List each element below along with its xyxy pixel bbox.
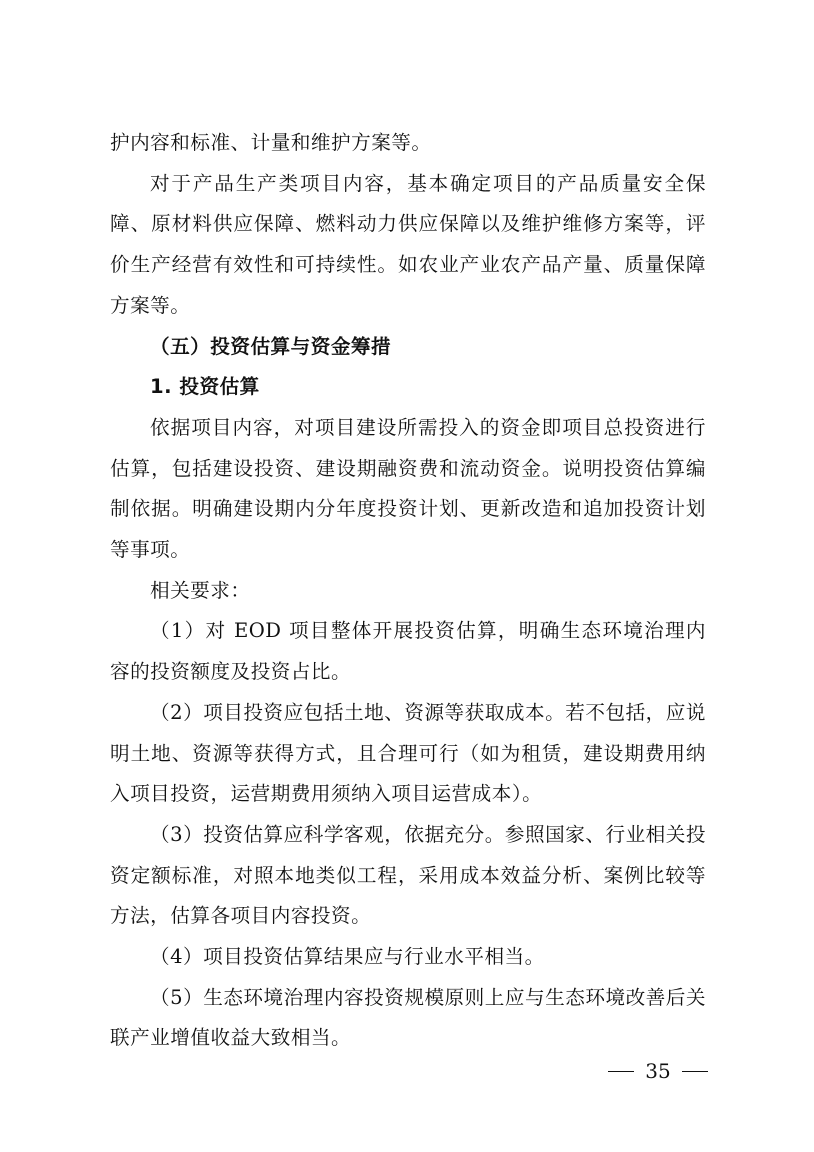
document-body	[110, 123, 706, 1059]
requirement-item-1: （1）对 EOD 项目整体开展投资估算，明确生态环境治理内容的投资额度及投资占比。	[110, 619, 706, 684]
page-number: 35	[645, 1059, 671, 1083]
paragraph-continuation: 护内容和标准、计量和维护方案等。	[110, 131, 432, 154]
section-heading-investment-financing: （五）投资估算与资金筹措	[150, 334, 392, 358]
subsection-heading-investment-estimate: 1. 投资估算	[150, 375, 260, 399]
requirement-item-5: （5）生态环境治理内容投资规模原则上应与生态环境改善后关联产业增值收益大致相当。	[110, 985, 706, 1050]
requirement-item-3: （3）投资估算应科学客观，依据充分。参照国家、行业相关投资定额标准，对照本地类似工程，采用成本效益分析、案例比较等方法，估算各项目内容投资。	[110, 822, 706, 928]
page-number-footer	[608, 1057, 708, 1085]
left-dash	[608, 1071, 634, 1072]
paragraph-investment-basis: 依据项目内容，对项目建设所需投入的资金即项目总投资进行估算，包括建设投资、建设期融资费和流动资金。说明投资估算编制依据。明确建设期内分年度投资计划、更新改造和追加投资计划等事项。	[110, 415, 706, 562]
right-dash	[682, 1071, 708, 1072]
requirement-item-4: （4）项目投资估算结果应与行业水平相当。	[150, 945, 545, 969]
paragraph-related-requirements: 相关要求：	[150, 578, 251, 602]
requirement-item-2: （2）项目投资应包括土地、资源等获取成本。若不包括，应说明土地、资源等获得方式，且合理可行（如为租赁，建设期费用纳入项目投资，运营期费用须纳入项目运营成本）。	[110, 700, 706, 806]
paragraph-product-production: 对于产品生产类项目内容，基本确定项目的产品质量安全保障、原材料供应保障、燃料动力供应保障以及维护维修方案等，评价生产经营有效性和可持续性。如农业产业农产品产量、质量保障方案等。	[110, 171, 706, 317]
